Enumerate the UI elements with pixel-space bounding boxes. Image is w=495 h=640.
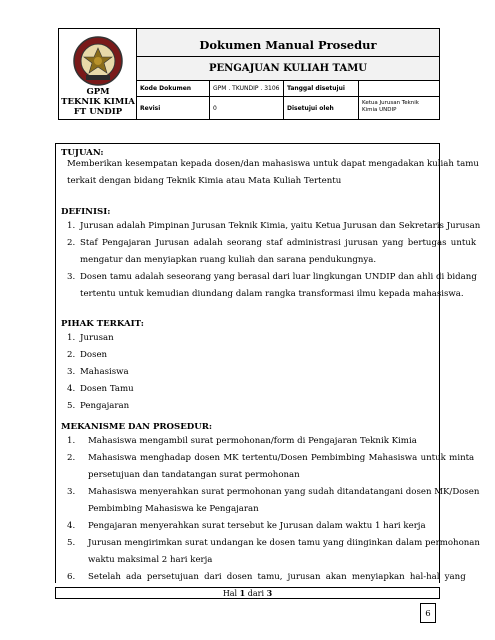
document-body-frame — [55, 143, 440, 583]
mekanisme-num-1: 1. — [67, 436, 76, 446]
logo-cell — [59, 29, 137, 119]
mekanisme-4-line-1: Pengajaran menyerahkan surat tersebut ke Jurusan dalam waktu 1 hari kerja — [88, 521, 426, 531]
pihak-heading: PIHAK TERKAIT: — [61, 319, 144, 329]
tujuan-line-1: Memberikan kesempatan kepada dosen/dan mahasiswa untuk dapat mengadakan kuliah tamu — [67, 159, 479, 169]
meta-row-revisi — [137, 97, 439, 119]
tujuan-heading: TUJUAN: — [61, 148, 104, 158]
pihak-num-2: 2. — [67, 350, 76, 360]
revisi-value: 0 — [213, 105, 217, 112]
document-header — [58, 28, 440, 120]
pihak-item-1: Jurusan — [80, 333, 114, 343]
pihak-item-2: Dosen — [80, 350, 108, 360]
mekanisme-2-line-2: persetujuan dan tandatangan surat permohonan — [88, 470, 300, 480]
mekanisme-num-6: 6. — [67, 572, 76, 582]
page-number: 6 — [420, 603, 436, 623]
disetujui-value: Ketua Jurusan Teknik Kimia UNDIP — [362, 100, 419, 113]
definisi-3-line-1: Dosen tamu adalah seseorang yang berasal dari luar lingkungan UNDIP dan ahli di bidang — [80, 272, 477, 282]
definisi-2-line-1: Staf Pengajaran Jurusan adalah seorang staf administrasi jurusan yang bertugas untuk — [80, 238, 477, 248]
hal-mid: dari — [245, 589, 267, 598]
logo-label-line-1: GPM — [86, 87, 110, 97]
tujuan-line-2: terkait dengan bidang Teknik Kimia atau Mata Kuliah Tertentu — [67, 176, 342, 186]
pihak-item-5: Pengajaran — [80, 401, 130, 411]
document-type-title: Dokumen Manual Prosedur — [137, 29, 439, 57]
mekanisme-num-5: 5. — [67, 538, 76, 548]
hal-prefix: Hal — [222, 589, 240, 598]
hal-total: 3 — [266, 588, 273, 598]
definisi-3-line-2: tertentu untuk kemudian diundang dalam rangka transformasi ilmu kepada mahasiswa. — [80, 289, 464, 299]
pihak-num-5: 5. — [67, 401, 76, 411]
mekanisme-3-line-1: Mahasiswa menyerahkan surat permohonan yang sudah ditandatangani dosen MK/Dosen — [88, 487, 480, 497]
hal-current: 1 — [239, 588, 246, 598]
logo-label-line-2: TEKNIK KIMIA — [61, 97, 135, 107]
university-seal-icon — [72, 35, 124, 87]
mekanisme-num-2: 2. — [67, 453, 76, 463]
pihak-num-1: 1. — [67, 333, 76, 343]
revisi-label: Revisi — [140, 105, 161, 112]
definisi-1-line-1: Jurusan adalah Pimpinan Jurusan Teknik Kimia, yaitu Ketua Jurusan dan Sekretaris Jurusan — [80, 221, 481, 231]
logo-label-line-3: FT UNDIP — [73, 107, 123, 117]
mekanisme-5-line-1: Jurusan mengirimkan surat undangan ke dosen tamu yang diinginkan dalam permohonan — [88, 538, 480, 548]
mekanisme-num-4: 4. — [67, 521, 76, 531]
mekanisme-6-line-1: Setelah ada persetujuan dari dosen tamu, jurusan akan menyiapkan hal-hal yang — [88, 572, 466, 582]
pihak-item-3: Mahasiswa — [80, 367, 129, 377]
definisi-2-line-2: mengatur dan menyiapkan ruang kuliah dan sarana pendukungnya. — [80, 255, 377, 265]
mekanisme-2-line-1: Mahasiswa menghadap dosen MK tertentu/Dosen Pembimbing Mahasiswa untuk minta — [88, 453, 475, 463]
definisi-heading: DEFINISI: — [61, 207, 111, 217]
pihak-num-4: 4. — [67, 384, 76, 394]
page-indicator — [55, 587, 440, 599]
document-title: PENGAJUAN KULIAH TAMU — [137, 57, 439, 81]
pihak-item-4: Dosen Tamu — [80, 384, 134, 394]
pihak-num-3: 3. — [67, 367, 76, 377]
tanggal-label: Tanggal disetujui — [287, 85, 345, 92]
definisi-num-3: 3. — [67, 272, 76, 282]
mekanisme-heading: MEKANISME DAN PROSEDUR: — [61, 422, 213, 432]
definisi-num-2: 2. — [67, 238, 76, 248]
disetujui-label: Disetujui oleh — [287, 105, 334, 112]
kode-value: GPM . TKUNDIP . 3106 — [213, 85, 280, 92]
definisi-num-1: 1. — [67, 221, 76, 231]
kode-label: Kode Dokumen — [140, 85, 192, 92]
mekanisme-3-line-2: Pembimbing Mahasiswa ke Pengajaran — [88, 504, 259, 514]
mekanisme-num-3: 3. — [67, 487, 76, 497]
meta-row-kode — [137, 81, 439, 97]
mekanisme-5-line-2: waktu maksimal 2 hari kerja — [88, 555, 213, 565]
mekanisme-1-line-1: Mahasiswa mengambil surat permohonan/form di Pengajaran Teknik Kimia — [88, 436, 417, 446]
